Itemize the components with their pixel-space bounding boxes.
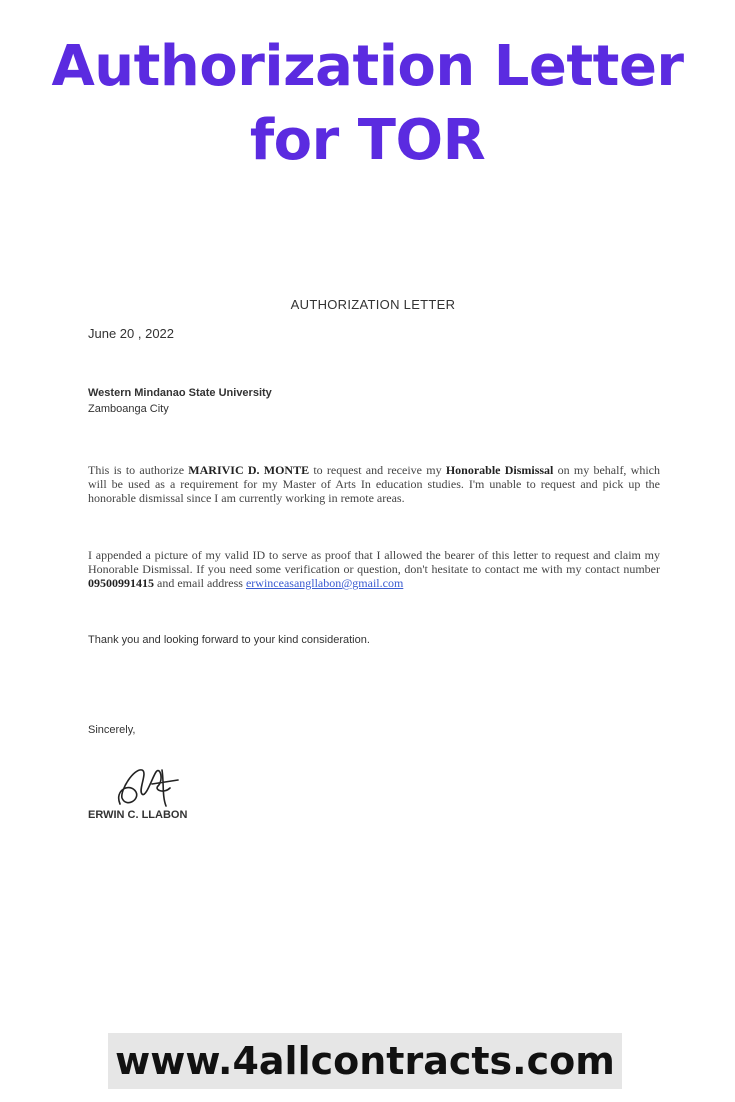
document-name: Honorable Dismissal (445, 463, 554, 477)
p1-text-3: on my behalf, which will be used as a requirement for my Master of Arts In education studies. I'm unable to request and pick up the honorable dismissal since I am currently working in remote areas. (88, 463, 661, 505)
p1-text-1: This is to authorize (88, 463, 189, 477)
letter-date: June 20 , 2022 (88, 326, 175, 341)
letter-title: AUTHORIZATION LETTER (290, 297, 456, 312)
headline-line-2: for TOR (249, 108, 486, 173)
letter-paragraph-1 (88, 463, 660, 505)
website-url[interactable]: www.4allcontracts.com (115, 1039, 615, 1083)
p2-text-1: I appended a picture of my valid ID to serve as proof that I allowed the bearer of this letter to request and claim my Honorable Dismissal. If you need some verification or question, don't hesitate to contact me with my contact number (88, 548, 660, 576)
closing-line: Thank you and looking forward to your kind consideration. (88, 634, 370, 646)
contact-number: 09500991415 (88, 576, 154, 590)
headline-line-1: Authorization Letter (51, 34, 684, 99)
email-link[interactable]: erwinceasangllabon@gmail.com (245, 576, 404, 590)
authorized-person: MARIVIC D. MONTE (188, 463, 310, 477)
recipient-name: Western Mindanao State University (88, 387, 272, 399)
page-headline (0, 30, 735, 178)
recipient-address (88, 385, 272, 417)
website-banner (108, 1033, 622, 1089)
recipient-city: Zamboanga City (88, 403, 169, 415)
letter-paragraph-2 (88, 548, 660, 590)
valediction: Sincerely, (88, 724, 136, 736)
signature-image (112, 760, 192, 812)
signer-name: ERWIN C. LLABON (88, 809, 188, 821)
p2-text-2: and email address (154, 576, 246, 590)
p1-text-2: to request and receive my (309, 463, 446, 477)
